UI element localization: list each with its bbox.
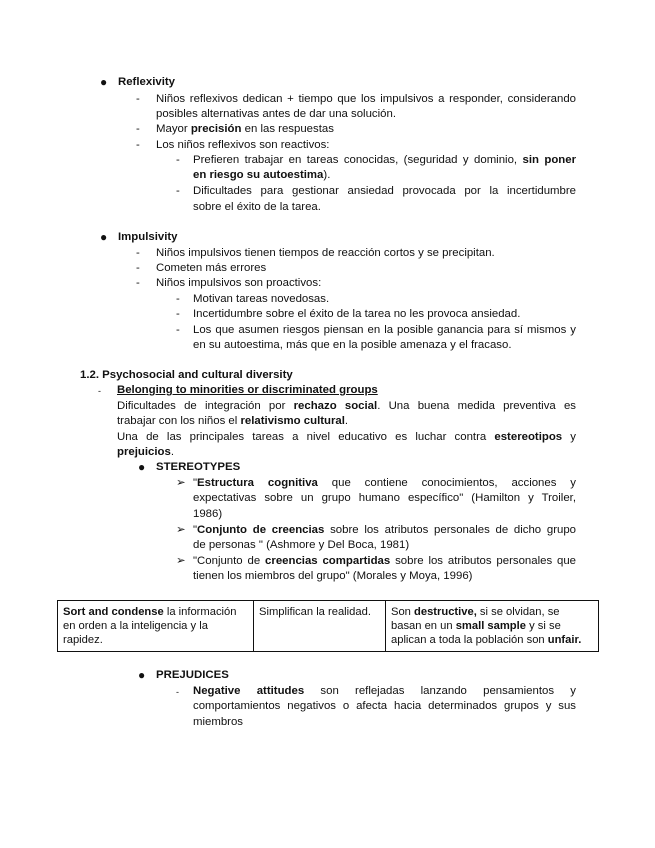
bullet-dot-icon: ●	[100, 75, 108, 89]
stereotypes-title: STEREOTYPES	[156, 461, 241, 473]
small-dash-icon: -	[176, 687, 179, 697]
impulsivity-sub-3-cont: en su autoestima, más que en la posible amenaza y el fracaso.	[193, 339, 512, 351]
impulsivity-item-1: Niños impulsivos tienen tiempos de reacción cortos y se precipitan.	[156, 247, 495, 259]
dash-icon: -	[136, 139, 140, 151]
arrow-icon: ➢	[176, 477, 186, 489]
belonging-paragraph-1-cont: trabajar con los niños el relativismo cultural.	[117, 415, 349, 427]
reflexivity-sub-1-cont: en riesgo su autoestima).	[193, 169, 331, 181]
reflexivity-sub-2-cont: sobre el éxito de la tarea.	[193, 201, 321, 213]
dash-icon: -	[176, 293, 180, 305]
arrow-icon: ➢	[176, 524, 186, 536]
dash-icon: -	[136, 123, 140, 135]
belonging-title: Belonging to minorities or discriminated groups	[117, 384, 378, 396]
stereotype-quote-2-line-2: de personas " (Ashmore y Del Boca, 1981)	[193, 539, 410, 551]
impulsivity-item-3: Niños impulsivos son proactivos:	[156, 277, 322, 289]
stereotype-quote-1: "Estructura cognitiva que contiene conocimientos, acciones y	[193, 477, 576, 489]
dash-icon: -	[176, 308, 180, 320]
reflexivity-item-2: Mayor precisión en las respuestas	[156, 123, 334, 135]
impulsivity-sub-2: Incertidumbre sobre el éxito de la tarea no les provoca ansiedad.	[193, 308, 521, 320]
reflexivity-title: Reflexivity	[118, 76, 175, 88]
table-cell-destructive: Son destructive, si se olvidan, se basan en un small sample y si se aplican a toda la población son unfair.	[386, 601, 599, 652]
stereotype-quote-2: "Conjunto de creencias sobre los atributos personales de dicho grupo	[193, 524, 576, 536]
table-cell-function: Sort and condense la información en orden a la inteligencia y la rapidez.	[58, 601, 254, 652]
reflexivity-item-1-cont: posibles alternativas antes de dar una solución.	[156, 108, 396, 120]
dash-icon: -	[136, 247, 140, 259]
impulsivity-sub-1: Motivan tareas novedosas.	[193, 293, 330, 305]
dash-icon: -	[136, 277, 140, 289]
reflexivity-item-1: Niños reflexivos dedican + tiempo que los impulsivos a responder, considerando	[156, 93, 576, 105]
stereotype-quote-1-line-3: 1986)	[193, 508, 223, 520]
arrow-icon: ➢	[176, 555, 186, 567]
impulsivity-sub-3: Los que asumen riesgos piensan en la posible ganancia para sí mismos y	[193, 324, 576, 336]
bullet-dot-icon: ●	[138, 460, 146, 474]
reflexivity-sub-1: Prefieren trabajar en tareas conocidas, (seguridad y dominio, sin poner	[193, 154, 577, 166]
table-cell-simplify: Simplifican la realidad.	[254, 601, 386, 652]
stereotypes-summary-table	[57, 600, 599, 652]
table-row	[58, 601, 599, 652]
dash-icon: -	[176, 154, 180, 166]
prejudices-text: Negative attitudes son reflejadas lanzando pensamientos y	[193, 685, 576, 697]
bullet-dot-icon: ●	[138, 668, 146, 682]
bullet-dot-icon: ●	[100, 230, 108, 244]
belonging-paragraph-2: Una de las principales tareas a nivel educativo es luchar contra estereotipos y	[117, 431, 576, 443]
dash-icon: -	[176, 185, 180, 197]
prejudices-text-line-2: comportamientos negativos o afecta hacia determinados grupos y sus	[193, 700, 576, 712]
section-heading: 1.2. Psychosocial and cultural diversity	[80, 369, 293, 381]
prejudices-text-line-3: miembros	[193, 716, 244, 728]
impulsivity-item-2: Cometen más errores	[156, 262, 267, 274]
stereotype-quote-3-line-2: tienen los miembros del grupo" (Morales y Moya, 1996)	[193, 570, 473, 582]
reflexivity-sub-2: Dificultades para gestionar ansiedad provocada por la incertidumbre	[193, 185, 576, 197]
stereotype-quote-1-line-2: expectativas sobre un grupo humano específico" (Hamilton y Troiler,	[193, 492, 576, 504]
dash-icon: -	[136, 262, 140, 274]
prejudices-title: PREJUDICES	[156, 669, 229, 681]
small-dash-icon: -	[98, 386, 101, 396]
belonging-paragraph-2-cont: prejuicios.	[117, 446, 174, 458]
impulsivity-title: Impulsivity	[118, 231, 178, 243]
dash-icon: -	[136, 93, 140, 105]
stereotype-quote-3: "Conjunto de creencias compartidas sobre los atributos personales que	[193, 555, 577, 567]
reflexivity-item-3: Los niños reflexivos son reactivos:	[156, 139, 330, 151]
dash-icon: -	[176, 324, 180, 336]
belonging-paragraph-1: Dificultades de integración por rechazo social. Una buena medida preventiva es	[117, 400, 576, 412]
